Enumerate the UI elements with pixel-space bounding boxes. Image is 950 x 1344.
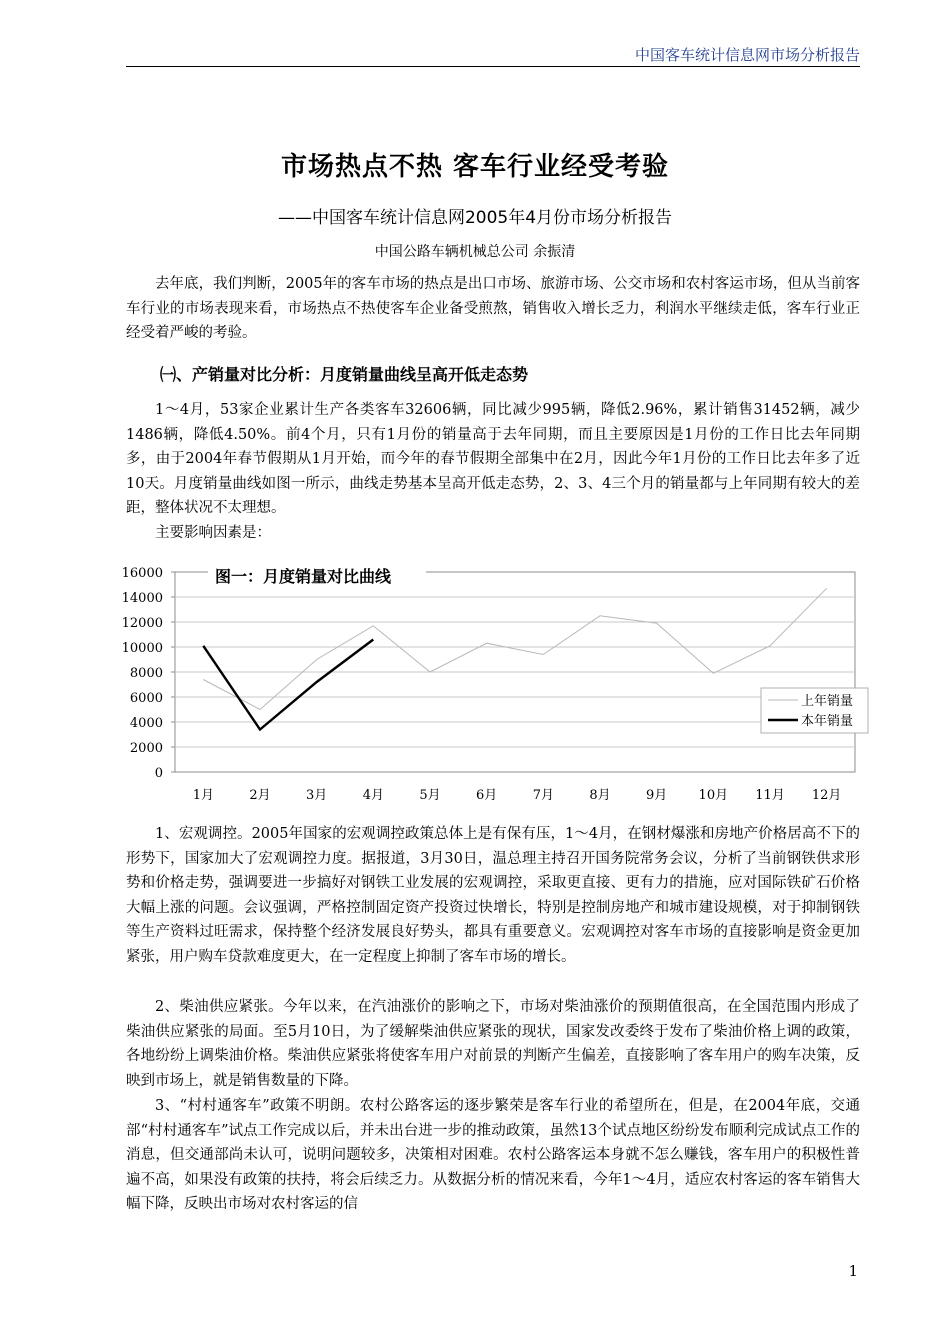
- factors-intro: 主要影响因素是：: [155, 525, 271, 541]
- author-line: 中国公路车辆机械总公司 余振清: [374, 244, 576, 260]
- x-tick-label: 3月: [306, 788, 328, 803]
- header-text: 中国客车统计信息网市场分析报告: [634, 46, 860, 64]
- x-tick-label: 9月: [646, 788, 668, 803]
- chart-title: 图一：月度销量对比曲线: [215, 567, 392, 586]
- page-number: 1: [848, 1262, 858, 1280]
- x-tick-label: 5月: [419, 788, 441, 803]
- x-tick-label: 12月: [811, 788, 842, 803]
- x-tick-label: 2月: [249, 788, 271, 803]
- y-tick-label: 14000: [121, 591, 163, 606]
- page-subtitle: ——中国客车统计信息网2005年4月份市场分析报告: [277, 208, 673, 228]
- y-tick-label: 4000: [129, 716, 163, 731]
- x-tick-label: 4月: [362, 788, 384, 803]
- y-tick-label: 2000: [129, 741, 163, 756]
- y-tick-label: 0: [154, 766, 163, 781]
- x-tick-label: 8月: [589, 788, 611, 803]
- sales-line-chart: [100, 560, 880, 810]
- y-tick-label: 12000: [121, 616, 163, 631]
- intro-paragraph: 去年底，我们判断，2005年的客车市场的热点是出口市场、旅游市场、公交市场和农村客运市场，但从当前客车行业的市场表现来看，市场热点不热使客车企业备受煎熬，销售收入增长乏力，利润水平继续走低，客车行业正经受着严峻的考验。: [126, 276, 860, 341]
- x-tick-label: 7月: [532, 788, 554, 803]
- x-axis: [193, 788, 842, 803]
- factor-2-paragraph: 2、柴油供应紧张。今年以来，在汽油涨价的影响之下，市场对柴油涨价的预期值很高，在全国范围内形成了柴油供应紧张的局面。至5月10日，为了缓解柴油供应紧张的现状，国家发改委终于发布了柴油价格上调的政策，各地纷纷上调柴油价格。柴油供应紧张将使客车用户对前景的判断产生偏差，直接影响了客车用户的购车决策，反映到市场上，就是销售数量的下降。: [126, 999, 860, 1089]
- legend-label-this-year: 本年销量: [801, 714, 854, 729]
- x-tick-label: 1月: [192, 788, 214, 803]
- x-tick-label: 11月: [755, 788, 785, 803]
- section-heading: ㈠、产销量对比分析：月度销量曲线呈高开低走态势: [160, 365, 529, 384]
- factor-1-paragraph: 1、宏观调控。2005年国家的宏观调控政策总体上是有保有压，1～4月，在钢材爆涨和房地产价格居高不下的形势下，国家加大了宏观调控力度。据报道，3月30日，温总理主持召开国务院常务会议，分析了当前钢铁供求形势和价格走势，强调要进一步搞好对钢铁工业发展的宏观调控，采取更直接、更有力的措施，应对国际铁矿石价格大幅上涨的问题。会议强调，严格控制固定资产投资过快增长，特别是控制房地产和城市建设规模，对于抑制钢铁等生产资料过旺需求，保持整个经济发展良好势头，都具有重要意义。宏观调控对客车市场的直接影响是资金更加紧张，用户购车贷款难度更大，在一定程度上抑制了客车市场的增长。: [126, 826, 860, 965]
- legend-label-last-year: 上年销量: [801, 694, 854, 709]
- y-tick-label: 6000: [129, 691, 163, 706]
- chart-legend: [761, 688, 868, 733]
- y-tick-label: 8000: [129, 666, 163, 681]
- x-tick-label: 10月: [698, 788, 729, 803]
- factor-3-paragraph: 3、“村村通客车”政策不明朗。农村公路客运的逐步繁荣是客车行业的希望所在，但是，在2004年底，交通部“村村通客车”试点工作完成以后，并未出台进一步的推动政策，虽然13个试点地区纷纷发布顺利完成试点工作的消息，但交通部尚未认可，说明问题较多，决策相对困难。农村公路客运本身就不怎么赚钱，客车用户的积极性普遍不高，如果没有政策的扶持，将会后续乏力。从数据分析的情况来看，今年1～4月，适应农村客运的客车销售大幅下降，反映出市场对农村客运的信: [126, 1098, 860, 1212]
- page-header: [126, 44, 860, 67]
- y-tick-label: 10000: [121, 641, 163, 656]
- page-title: 市场热点不热 客车行业经受考验: [280, 152, 670, 182]
- x-tick-label: 6月: [476, 788, 498, 803]
- section-paragraph: 1～4月，53家企业累计生产各类客车32606辆，同比减少995辆，降低2.96%，累计销售31452辆，减少1486辆，降低4.50%。前4个月，只有1月份的销量高于去年同期，而且主要原因是1月份的工作日比去年同期多，由于2004年春节假期从1月开始，而今年的春节假期全部集中在2月，因此今年1月份的工作日比去年多了近10天。月度销量曲线如图一所示，曲线走势基本呈高开低走态势，2、3、4三个月的销量都与上年同期有较大的差距，整体状况不太理想。: [126, 402, 860, 516]
- y-axis: [122, 566, 175, 781]
- y-tick-label: 16000: [121, 566, 163, 581]
